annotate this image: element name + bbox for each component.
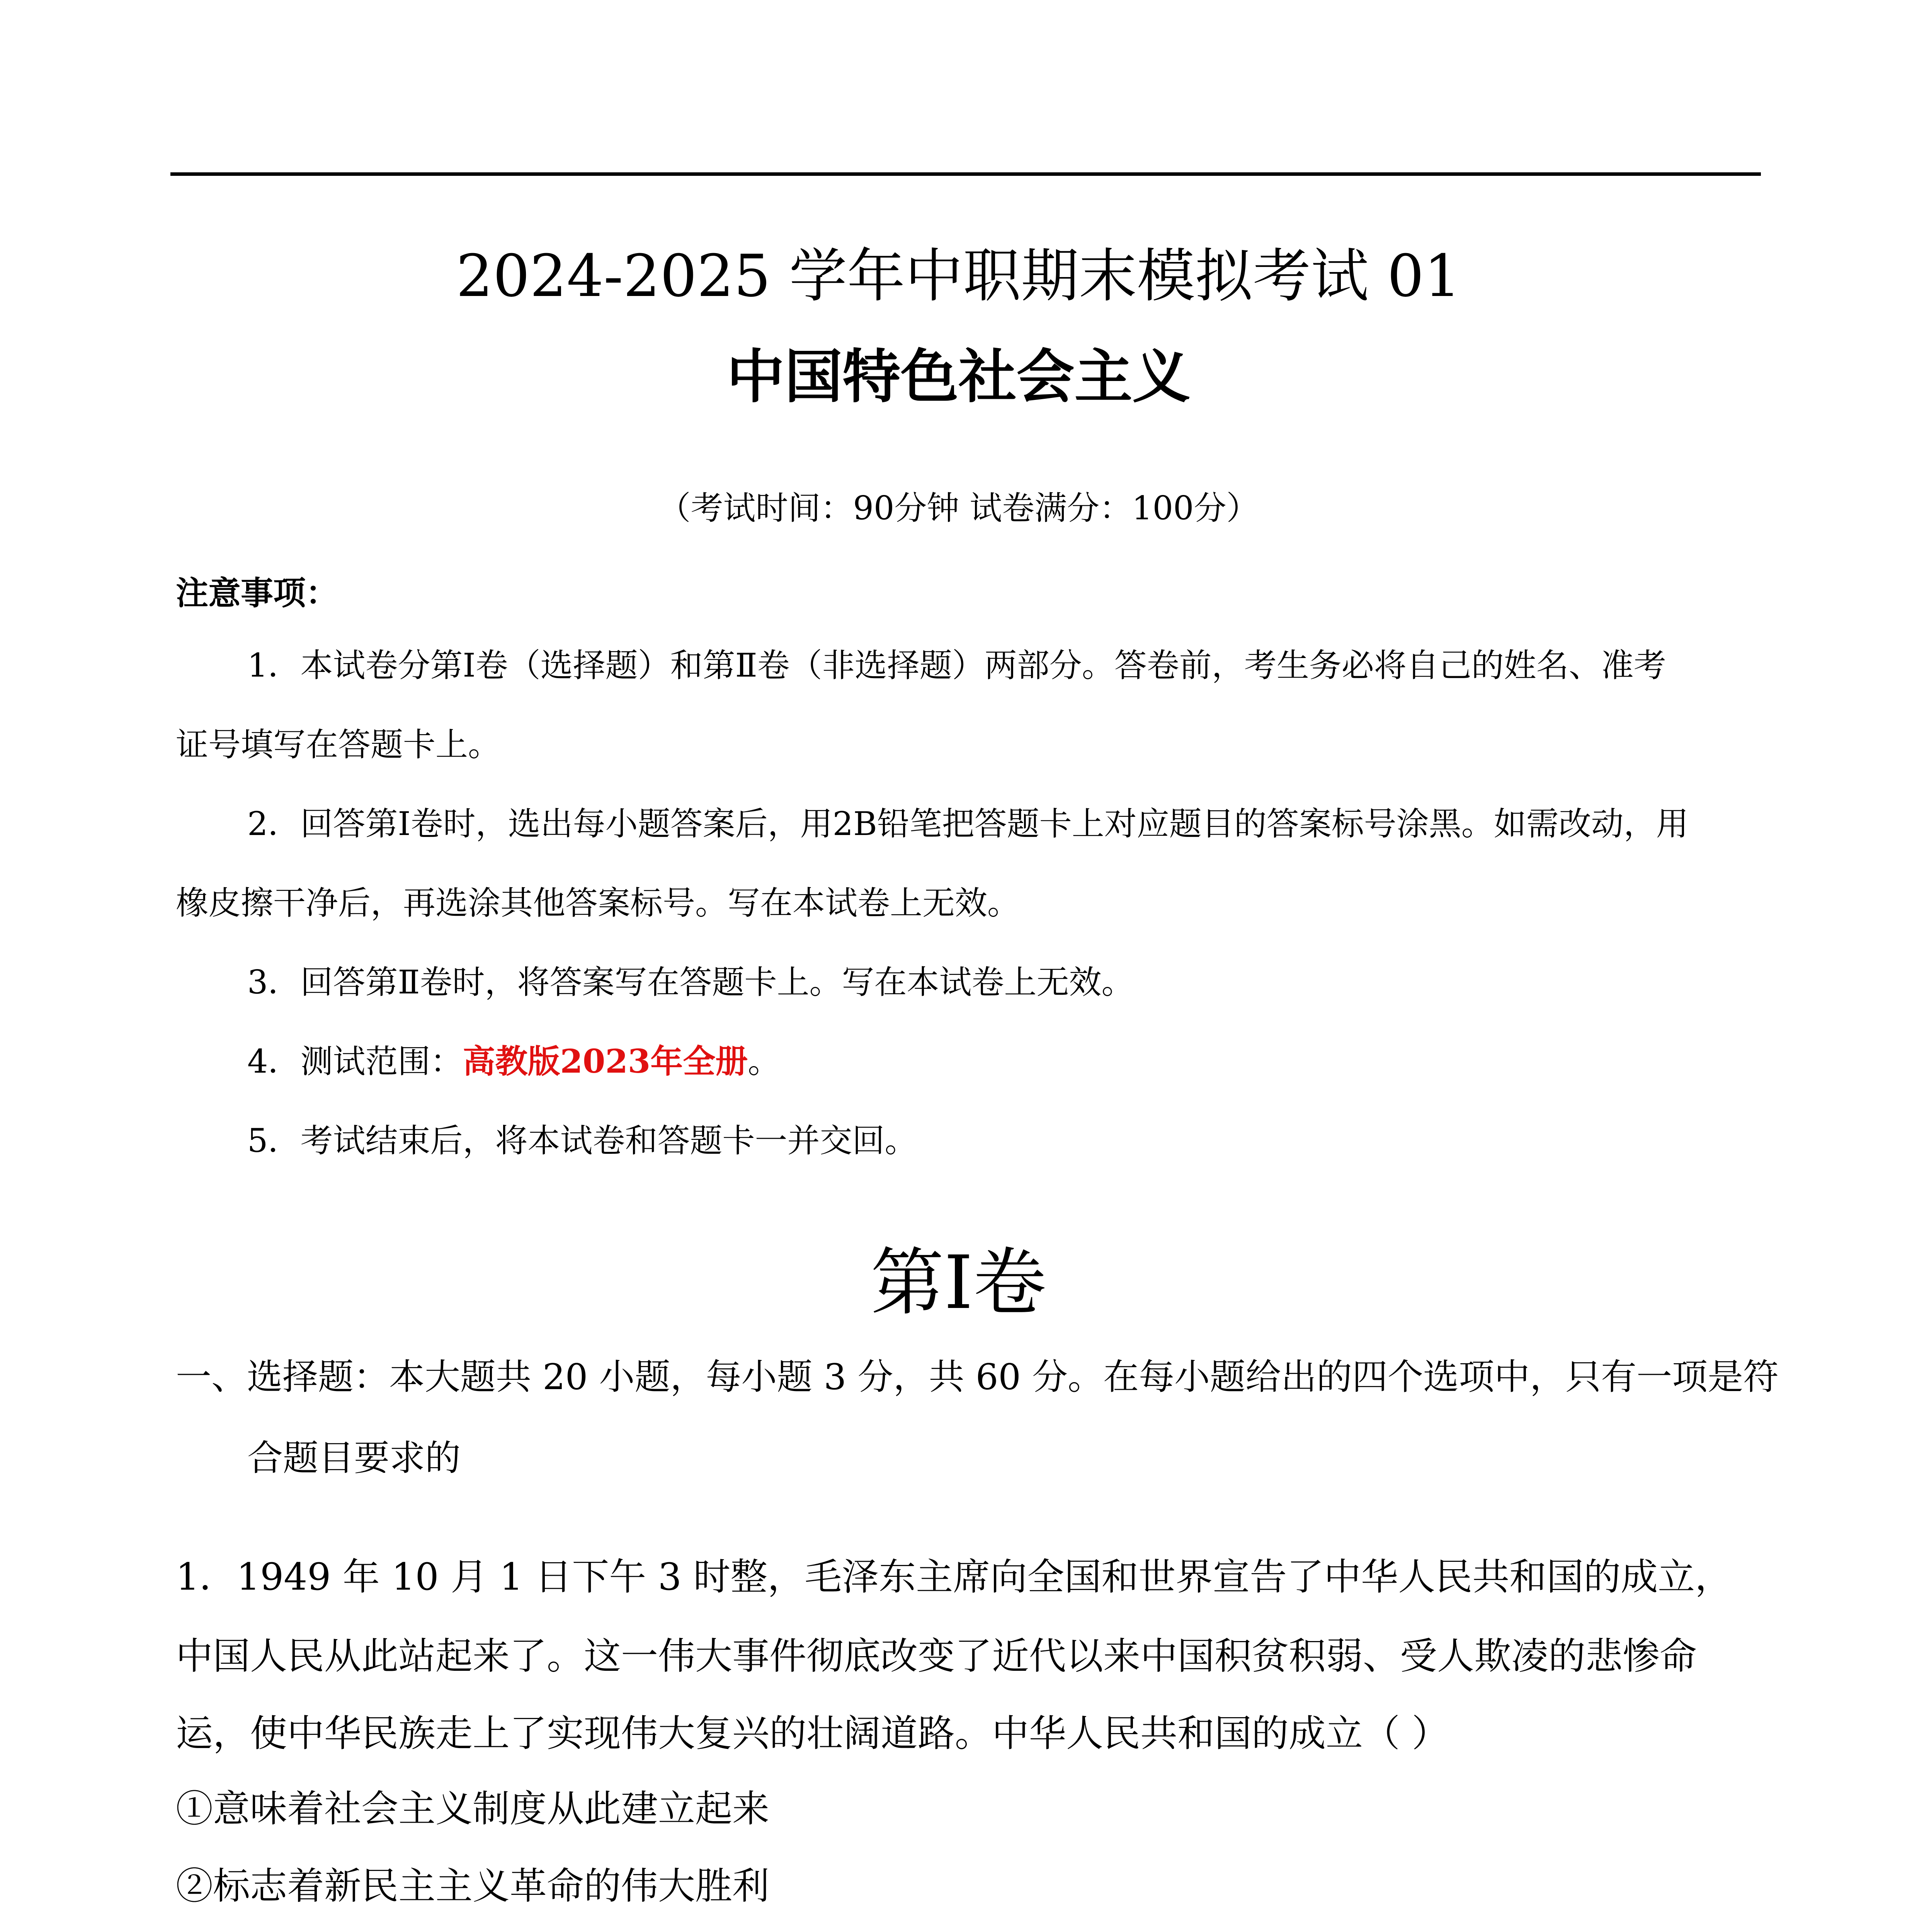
question-1-statement-2: ②标志着新民主主义革命的伟大胜利 (176, 1864, 769, 1908)
notice-item-2-line2: 橡皮擦干净后，再选涂其他答案标号。写在本试卷上无效。 (176, 884, 1020, 922)
test-scope-label: 4．测试范围： (247, 1043, 463, 1080)
question-1-statement-1: ①意味着社会主义制度从此建立起来 (176, 1787, 769, 1830)
question-1-line2: 中国人民从此站起来了。这一伟大事件彻底改变了近代以来中国积贫积弱、受人欺凌的悲惨命 (176, 1634, 1697, 1678)
notice-item-3: 3．回答第Ⅱ卷时，将答案写在答题卡上。写在本试卷上无效。 (247, 963, 1134, 1001)
test-scope-value: 高教版2023年全册 (463, 1042, 748, 1080)
section-instruction-line1: 一、选择题：本大题共 20 小题，每小题 3 分，共 60 分。在每小题给出的四个选项中，只有一项是符 (176, 1356, 1779, 1398)
notice-item-4 (176, 1036, 1760, 1082)
section-title: 第Ⅰ卷 (870, 1240, 1047, 1325)
question-1-line1: 1．1949 年 10 月 1 日下午 3 时整，毛泽东主席向全国和世界宣告了中华人民共和国的成立， (176, 1555, 1732, 1599)
section-instruction-line2: 合题目要求的 (247, 1437, 461, 1479)
subject-title: 中国特色社会主义 (726, 343, 1191, 411)
notice-item-5: 5．考试结束后，将本试卷和答题卡一并交回。 (247, 1122, 917, 1160)
question-1-line3: 运，使中华民族走上了实现伟大复兴的壮阔道路。中华人民共和国的成立（ ） (176, 1712, 1449, 1755)
notice-heading: 注意事项： (176, 574, 338, 612)
exam-title: 2024-2025 学年中职期末模拟考试 01 (456, 243, 1461, 310)
header-rule (170, 172, 1761, 176)
exam-info: （考试时间：90分钟 试卷满分：100分） (658, 489, 1259, 527)
test-scope-suffix: 。 (748, 1043, 781, 1080)
notice-item-1-line2: 证号填写在答题卡上。 (176, 726, 501, 764)
notice-item-2-line1: 2．回答第Ⅰ卷时，选出每小题答案后，用2B铅笔把答题卡上对应题目的答案标号涂黑。如需改动，用 (247, 805, 1689, 843)
notice-item-1-line1: 1．本试卷分第Ⅰ卷（选择题）和第Ⅱ卷（非选择题）两部分。答卷前，考生务必将自己的姓名、准考 (247, 646, 1666, 684)
